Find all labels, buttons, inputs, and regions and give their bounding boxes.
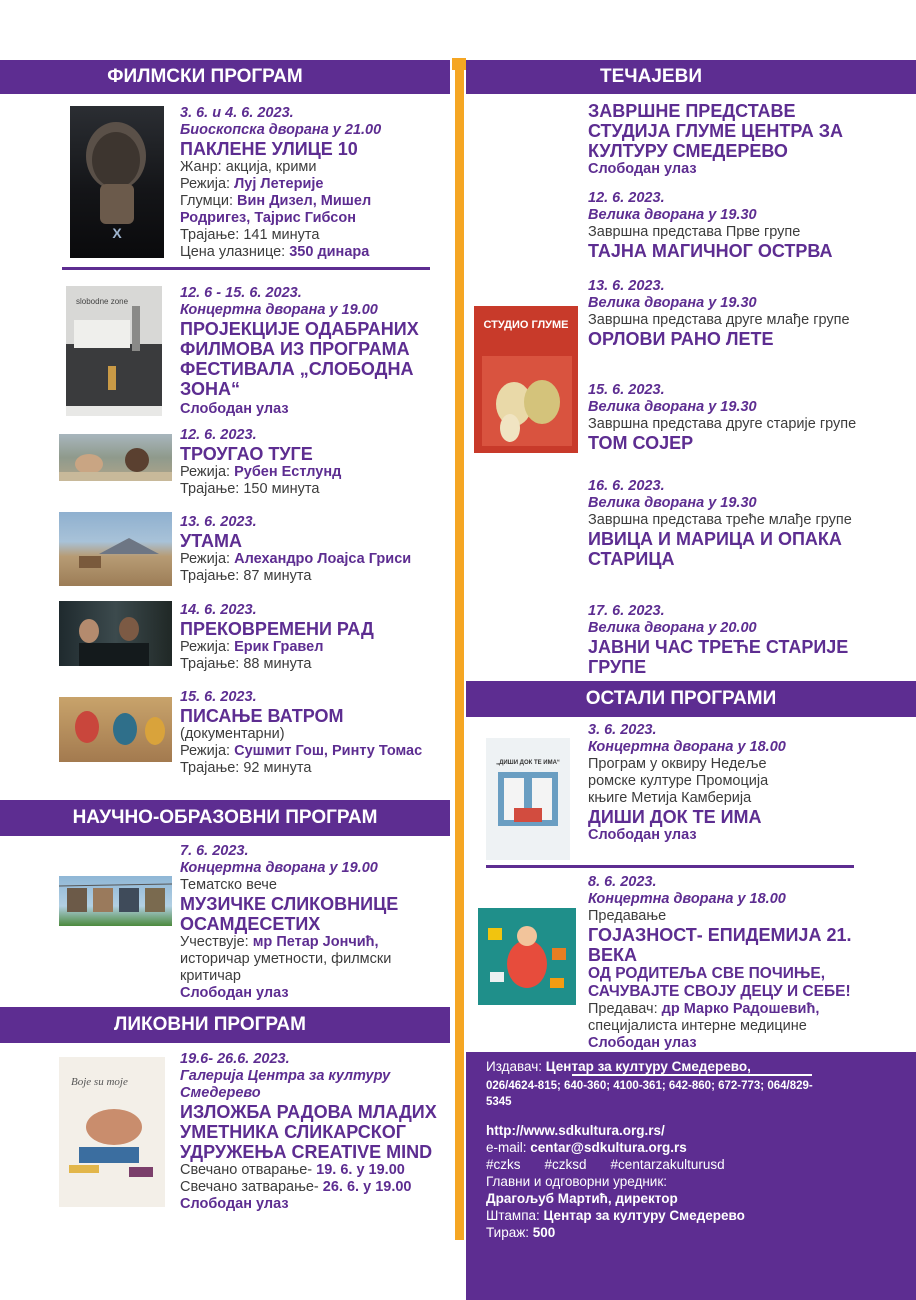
courses-intro-entry: Слободан улаз [588,161,697,177]
other-2-date: 8. 6. 2023. [588,874,657,890]
film-1-date: 3. 6. и 4. 6. 2023. [180,105,294,121]
overtime-still [59,601,172,666]
film-4-title: УТАМА [180,531,243,551]
column-divider-top [452,58,466,70]
show-venue: Велика дворана у 19.30 [588,295,757,311]
film-1-venue: Биоскопска дворана у 21.00 [180,122,382,138]
film-2-venue: Концертна дворана у 19.00 [180,302,378,318]
studio-glume-poster [474,306,578,453]
film-2-date: 12. 6 - 15. 6. 2023. [180,285,302,301]
show-venue: Велика дворана у 19.30 [588,495,757,511]
poster-text: СТУДИО ГЛУМЕ [483,319,569,331]
other-2-title: ГОЈАЗНОСТ- ЕПИДЕМИЈА 21. ВЕКА [588,925,852,965]
course-show-5 [588,603,863,677]
section-title-film: ФИЛМСКИ ПРОГРАМ [107,66,303,87]
print-label: Штампа: [486,1208,540,1223]
fast-x-poster [70,106,164,258]
show-title: ИВИЦА И МАРИЦА И ОПАКА СТАРИЦА [588,529,842,569]
film-4-date: 13. 6. 2023. [180,514,257,530]
hashtag: #czks [486,1157,521,1172]
email-link[interactable]: centar@sdkultura.org.rs [530,1140,687,1155]
director-label: Режија: [180,743,231,759]
editor-value: Драгољуб Мартић, директор [486,1191,678,1206]
film-entry-5 [180,602,430,673]
hashtag: #czksd [544,1157,587,1172]
show-desc: Завршна представа друге старије групе [588,416,857,432]
film-5-date: 14. 6. 2023. [180,602,257,618]
participant-desc: историчар уметности, филмски критичар [180,951,392,984]
show-venue: Велика дворана у 19.30 [588,207,757,223]
courses-intro-title: ЗАВРШНЕ ПРЕДСТАВЕ СТУДИЈА ГЛУМЕ ЦЕНТРА ЗА КУЛТУРУ СМЕДЕРЕВО [588,101,844,161]
lecturer-value: др Марко Радошевић, [661,1001,820,1017]
science-title: МУЗИЧКЕ СЛИКОВНИЦЕ ОСАМДЕСЕТИХ [180,894,399,934]
obesity-lecture-image [478,908,576,1005]
show-date: 17. 6. 2023. [588,603,665,619]
lecturer-desc: специјалиста интерне медицине [588,1018,807,1034]
closing-value: 26. 6. у 19.00 [322,1179,412,1195]
other-1-venue: Концертна дворана у 18.00 [588,739,786,755]
show-title: ЈАВНИ ЧАС ТРЕЋЕ СТАРИЈЕ ГРУПЕ [588,637,849,677]
show-desc: Завршна представа треће млађе групе [588,512,852,528]
duration: Трајање: 150 минута [180,481,320,497]
film-3-title: ТРОУГАО ТУГЕ [180,444,313,464]
section-title-other: ОСТАЛИ ПРОГРАМИ [585,688,777,709]
show-venue: Велика дворана у 19.30 [588,399,757,415]
film-2-entry: Слободан улаз [180,401,289,417]
other-entry-2 [588,874,863,1052]
section-title-courses: ТЕЧАЈЕВИ [600,66,702,87]
director-value: Луј Летерије [234,176,324,192]
other-entry-1 [588,722,863,844]
section-bar-film [0,60,450,94]
show-title: ТОМ СОЈЕР [588,433,694,453]
email-label: e-mail: [486,1140,527,1155]
film-entry-1 [180,105,430,261]
separator-line [62,267,430,270]
run-value: 500 [532,1225,556,1240]
genre-value: акција, крими [225,159,317,175]
other-1-entry: Слободан улаз [588,827,697,843]
section-title-science: НАУЧНО-ОБРАЗОВНИ ПРОГРАМ [72,807,378,828]
art-date: 19.6- 26.6. 2023. [180,1051,290,1067]
section-bar-science [0,800,450,836]
svg-text:Boje su moje: Boje su moje [71,1076,128,1088]
course-show-4 [588,478,863,569]
art-entry-note: Слободан улаз [180,1196,289,1212]
duration: Трајање: 87 минута [180,568,312,584]
triangle-of-sadness-still [59,434,172,481]
participant-label: Учествује: [180,934,249,950]
director-value: Ерик Гравел [234,639,324,655]
poster-text: slobodne zone [76,297,129,306]
show-date: 16. 6. 2023. [588,478,665,494]
slobodna-zona-poster [66,286,162,416]
film-entry-6 [180,689,440,777]
music-picturebooks-image [59,876,172,926]
art-venue: Галерија Центра за културу Смедерево [180,1068,391,1101]
hashtags [486,1156,916,1173]
section-bar-courses [466,60,916,94]
course-show-2 [588,278,863,349]
director-label: Режија: [180,551,231,567]
separator-line [486,865,854,868]
science-type: Тематско вече [180,877,277,893]
film-entry-4 [180,514,440,585]
director-value: Рубен Естлунд [234,464,342,480]
director-value: Алехандро Лоајса Гриси [234,551,412,567]
course-show-3 [588,382,863,453]
show-desc: Завршна представа друге млађе групе [588,312,850,328]
column-divider [455,60,464,1240]
lecturer-label: Предавач: [588,1001,658,1017]
publisher-label: Издавач: [486,1059,542,1074]
art-title: ИЗЛОЖБА РАДОВА МЛАДИХ УМЕТНИКА СЛИКАРСКОГ УДРУЖЕЊА CREATIVE MIND [180,1102,437,1162]
film-1-title: ПАКЛЕНЕ УЛИЦЕ 10 [180,139,358,159]
website-link[interactable]: http://www.sdkultura.org.rs/ [486,1123,665,1138]
other-2-type: Предавање [588,908,667,924]
other-1-title: ДИШИ ДОК ТЕ ИМА [588,807,762,827]
film-6-note: (документарни) [180,726,285,742]
show-date: 12. 6. 2023. [588,190,665,206]
science-date: 7. 6. 2023. [180,843,249,859]
director-label: Режија: [180,464,231,480]
show-desc: Завршна представа Прве групе [588,224,801,240]
show-date: 13. 6. 2023. [588,278,665,294]
phone-numbers: 026/4624-815; 640-360; 4100-361; 642-860; 672-773; 064/829-5345 [486,1080,813,1108]
svg-text:X: X [112,225,122,241]
other-2-subtitle: ОД РОДИТЕЉА СВЕ ПОЧИЊЕ, САЧУВАЈТЕ СВОЈУ ДЕЦУ И СЕБЕ! [588,965,851,1000]
director-value: Сушмит Гош, Ринту Томас [234,743,423,759]
genre-label: Жанр: [180,159,222,175]
science-venue: Концертна дворана у 19.00 [180,860,378,876]
opening-label: Свечано отварање- [180,1162,313,1178]
art-entry [180,1051,455,1213]
other-1-desc: Програм у оквиру Недеље ромске културе Промоција књиге Метија Камберија [588,756,769,806]
section-title-art: ЛИКОВНИ ПРОГРАМ [114,1014,306,1035]
publisher-value: Центар за културу Смедерево, [545,1059,751,1074]
duration: Трајање: 141 минута [180,227,320,243]
course-show-1 [588,190,868,261]
film-6-title: ПИСАЊЕ ВАТРОМ [180,706,344,726]
hashtag: #centarzakulturusd [610,1157,725,1172]
duration: Трајање: 88 минута [180,656,312,672]
film-6-date: 15. 6. 2023. [180,689,257,705]
other-1-date: 3. 6. 2023. [588,722,657,738]
cast-value: Вин Дизел, Мишел Родригез, Тајрис Гибсон [180,193,372,226]
science-entry [180,843,435,1002]
show-title: ОРЛОВИ РАНО ЛЕТЕ [588,329,774,349]
book-text: „ДИШИ ДОК ТЕ ИМА“ [496,760,560,766]
participant-value: мр Петар Јончић, [252,934,379,950]
show-title: ТАЈНА МАГИЧНОГ ОСТРВА [588,241,833,261]
cast-label: Глумци: [180,193,233,209]
other-2-entry: Слободан улаз [588,1035,697,1051]
print-value: Центар за културу Смедерево [543,1208,745,1223]
creative-mind-poster [59,1057,165,1207]
film-entry-3 [180,427,430,498]
section-bar-art [0,1007,450,1043]
price-label: Цена улазнице: [180,244,286,260]
director-label: Режија: [180,639,231,655]
film-2-title: ПРОЈЕКЦИЈЕ ОДАБРАНИХ ФИЛМОВА ИЗ ПРОГРАМА ФЕСТИВАЛА „СЛОБОДНА ЗОНА“ [180,319,419,399]
film-3-date: 12. 6. 2023. [180,427,257,443]
section-bar-other [466,681,916,717]
price-value: 350 динара [289,244,370,260]
imprint-box [466,1052,916,1300]
run-label: Тираж: [486,1225,529,1240]
other-2-venue: Концертна дворана у 18.00 [588,891,786,907]
courses-intro [588,101,868,178]
editor-label: Главни и одговорни уредник: [486,1174,668,1189]
closing-label: Свечано затварање- [180,1179,319,1195]
film-5-title: ПРЕКОВРЕМЕНИ РАД [180,619,374,639]
film-entry-2 [180,285,435,418]
duration: Трајање: 92 минута [180,760,312,776]
director-label: Режија: [180,176,231,192]
writing-with-fire-still [59,697,172,762]
utama-still [59,512,172,586]
show-date: 15. 6. 2023. [588,382,665,398]
show-venue: Велика дворана у 20.00 [588,620,757,636]
science-entry-note: Слободан улаз [180,985,289,1001]
book-cover-disi-dok-te-ima [486,738,570,860]
opening-value: 19. 6. у 19.00 [316,1162,405,1178]
